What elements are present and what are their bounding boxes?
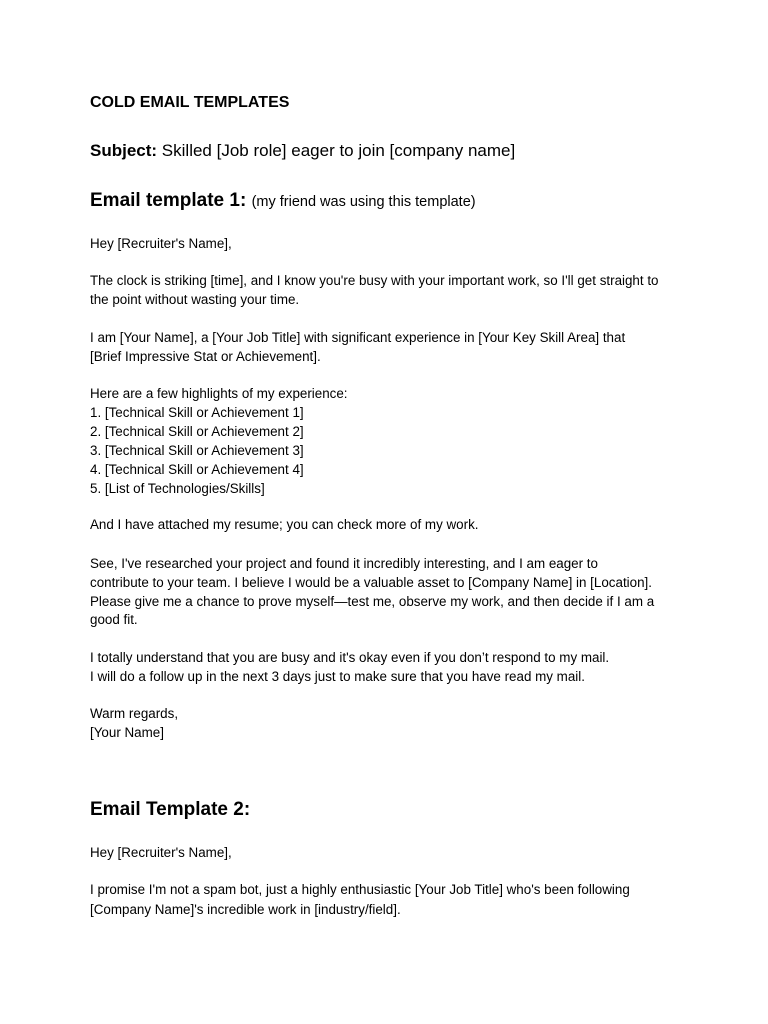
- signature: [Your Name]: [90, 725, 164, 740]
- template-1-paragraph-4-line-2: I will do a follow up in the next 3 days just to make sure that you have read my mail.: [90, 669, 585, 684]
- template-1-paragraph-3-line-2: contribute to your team. I believe I would be a valuable asset to [Company Name] in [Location].: [90, 575, 652, 590]
- template-1-paragraph-3-line-4: good fit.: [90, 612, 138, 627]
- list-item: 3. [Technical Skill or Achievement 3]: [90, 443, 304, 458]
- highlights-intro: Here are a few highlights of my experience:: [90, 386, 348, 401]
- subject-line: [90, 140, 515, 162]
- template-1-paragraph-3-line-1: See, I've researched your project and found it incredibly interesting, and I am eager to: [90, 556, 598, 571]
- subject-text: Skilled [Job role] eager to join [company name]: [161, 141, 516, 160]
- subject-label: Subject:: [90, 141, 158, 160]
- resume-line: And I have attached my resume; you can check more of my work.: [90, 517, 479, 532]
- list-item: 2. [Technical Skill or Achievement 2]: [90, 424, 304, 439]
- template-2-heading: Email Template 2:: [90, 799, 251, 820]
- template-1-paragraph-3-line-3: Please give me a chance to prove myself—test me, observe my work, and then decide if I am a: [90, 594, 655, 609]
- list-item: 4. [Technical Skill or Achievement 4]: [90, 462, 304, 477]
- signoff: Warm regards,: [90, 706, 179, 721]
- list-item: 5. [List of Technologies/Skills]: [90, 481, 265, 496]
- template-1-paragraph-2-line-2: [Brief Impressive Stat or Achievement].: [90, 349, 321, 364]
- template-1-paragraph-2-line-1: I am [Your Name], a [Your Job Title] with significant experience in [Your Key Skill Area] that: [90, 330, 626, 345]
- template-1-paragraph-1-line-1: The clock is striking [time], and I know you're busy with your important work, so I'll get straight to: [90, 273, 659, 288]
- template-1-paragraph-1-line-2: the point without wasting your time.: [90, 292, 300, 307]
- document-title: COLD EMAIL TEMPLATES: [90, 94, 290, 111]
- template-2-greeting: Hey [Recruiter's Name],: [90, 845, 232, 860]
- template-2-paragraph-1-line-2: [Company Name]'s incredible work in [industry/field].: [90, 902, 401, 917]
- template-1-greeting: Hey [Recruiter's Name],: [90, 236, 232, 251]
- template-1-note: (my friend was using this template): [251, 194, 476, 210]
- template-1-heading: [90, 189, 476, 214]
- template-2-paragraph-1-line-1: I promise I'm not a spam bot, just a highly enthusiastic [Your Job Title] who's been following: [90, 882, 630, 897]
- template-1-paragraph-4-line-1: I totally understand that you are busy and it's okay even if you don’t respond to my mail.: [90, 650, 610, 665]
- list-item: 1. [Technical Skill or Achievement 1]: [90, 405, 304, 420]
- template-1-heading-text: Email template 1:: [90, 190, 247, 211]
